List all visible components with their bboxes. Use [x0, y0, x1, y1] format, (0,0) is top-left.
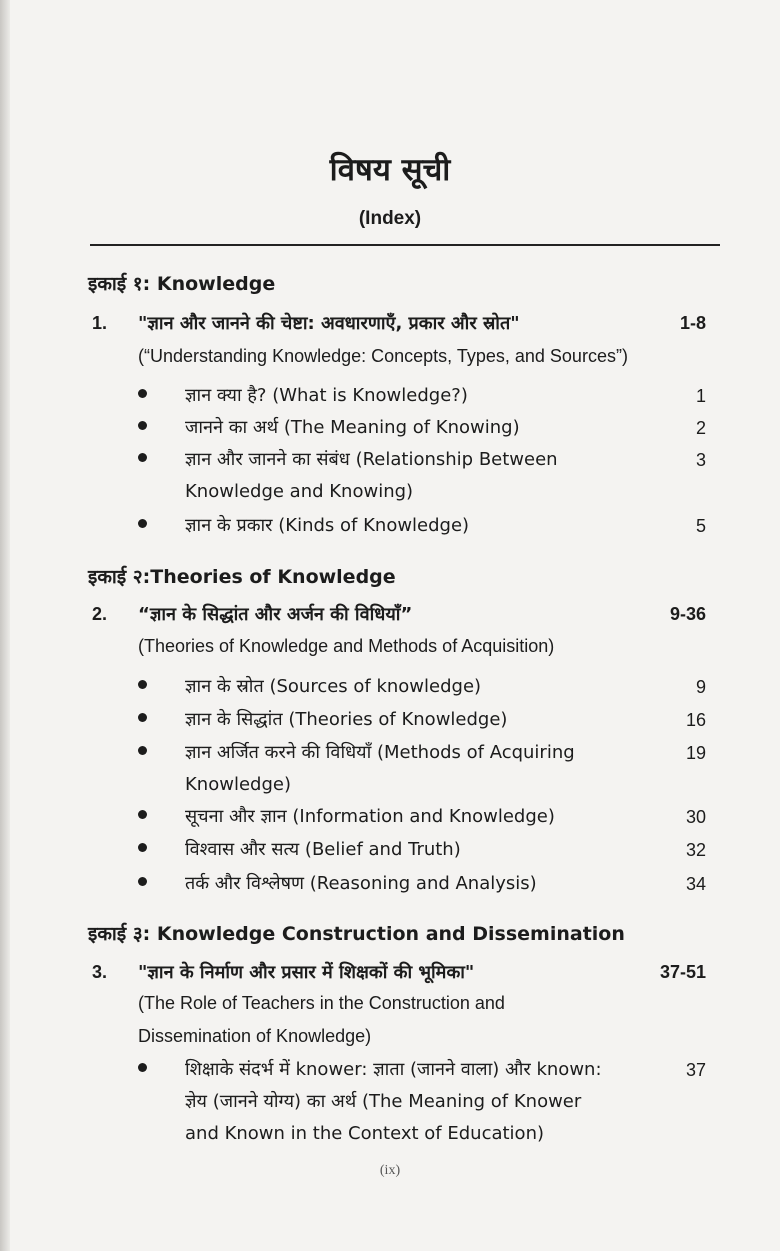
- toc-entry-text: शिक्षाके संदर्भ में knower: ज्ञाता (जानने वाला) और known: ज्ञेय (जानने योग्य) का अर्थ (The Meaning of Knower and Known in the Context of Education): [185, 1059, 602, 1144]
- toc-entry-text: ज्ञान क्या है? (What is Knowledge?): [185, 385, 468, 406]
- bullet-icon: [138, 810, 147, 819]
- chapter-1-title-hindi: "ज्ञान और जानने की चेष्टा: अवधारणाएँ, प्रकार और स्रोत": [138, 313, 520, 334]
- bullet-icon: [138, 680, 147, 689]
- bullet-icon: [138, 519, 147, 528]
- toc-entry-page: 5: [695, 516, 706, 536]
- unit-2-heading: इकाई २:Theories of Knowledge: [88, 566, 396, 588]
- chapter-1-number: 1.: [92, 313, 108, 333]
- toc-entry-page: 30: [685, 807, 706, 827]
- chapter-2-number: 2.: [92, 604, 108, 624]
- chapter-3-page-range: 37-51: [659, 962, 706, 982]
- bullet-icon: [138, 877, 147, 886]
- bullet-icon: [138, 1063, 147, 1072]
- toc-entry-text: तर्क और विश्लेषण (Reasoning and Analysis): [185, 873, 537, 894]
- toc-entry-text: ज्ञान के प्रकार (Kinds of Knowledge): [185, 515, 470, 536]
- page-title: विषय सूची: [329, 152, 451, 188]
- chapter-3-number: 3.: [92, 962, 108, 982]
- unit-3-heading: इकाई ३: Knowledge Construction and Dissemination: [88, 923, 625, 945]
- toc-entry-text: सूचना और ज्ञान (Information and Knowledge): [185, 806, 555, 827]
- bullet-icon: [138, 746, 147, 755]
- toc-entry-text: जानने का अर्थ (The Meaning of Knowing): [185, 417, 520, 438]
- toc-entry-page: 9: [695, 677, 706, 697]
- toc-entry-page: 19: [685, 743, 706, 763]
- unit-1-heading: इकाई १: Knowledge: [88, 273, 276, 295]
- toc-entry-page: 2: [695, 418, 706, 438]
- chapter-3-title-english: (The Role of Teachers in the Construction and Dissemination of Knowledge): [138, 993, 505, 1046]
- bullet-icon: [138, 713, 147, 722]
- toc-entry-page: 32: [685, 840, 706, 860]
- toc-entry-text: ज्ञान के सिद्धांत (Theories of Knowledge): [185, 709, 508, 730]
- toc-entry-text: ज्ञान के स्रोत (Sources of knowledge): [185, 676, 482, 697]
- chapter-2-title-hindi: “ज्ञान के सिद्धांत और अर्जन की विधियाँ”: [138, 604, 413, 625]
- chapter-3-title-hindi: "ज्ञान के निर्माण और प्रसार में शिक्षकों की भूमिका": [138, 962, 475, 983]
- toc-entry-page: 16: [685, 710, 706, 730]
- bullet-icon: [138, 843, 147, 852]
- toc-entry-text: ज्ञान और जानने का संबंध (Relationship Between Knowledge and Knowing): [185, 449, 558, 502]
- toc-entry-page: 1: [695, 386, 706, 406]
- toc-entry-text: ज्ञान अर्जित करने की विधियाँ (Methods of Acquiring Knowledge): [185, 742, 575, 795]
- title-divider: [90, 244, 720, 246]
- chapter-2-page-range: 9-36: [669, 604, 706, 624]
- page-subtitle: (Index): [358, 208, 422, 229]
- chapter-2-title-english: (Theories of Knowledge and Methods of Acquisition): [138, 636, 555, 656]
- bullet-icon: [138, 389, 147, 398]
- chapter-1-title-english: (“Understanding Knowledge: Concepts, Types, and Sources”): [138, 346, 628, 366]
- toc-entry-page: 37: [685, 1060, 706, 1080]
- toc-entry-page: 34: [685, 874, 706, 894]
- toc-entry-text: विश्वास और सत्य (Belief and Truth): [185, 839, 461, 860]
- chapter-1-page-range: 1-8: [679, 313, 706, 333]
- toc-entry-page: 3: [695, 450, 706, 470]
- bullet-icon: [138, 421, 147, 430]
- page-number-footer: (ix): [379, 1163, 401, 1178]
- bullet-icon: [138, 453, 147, 462]
